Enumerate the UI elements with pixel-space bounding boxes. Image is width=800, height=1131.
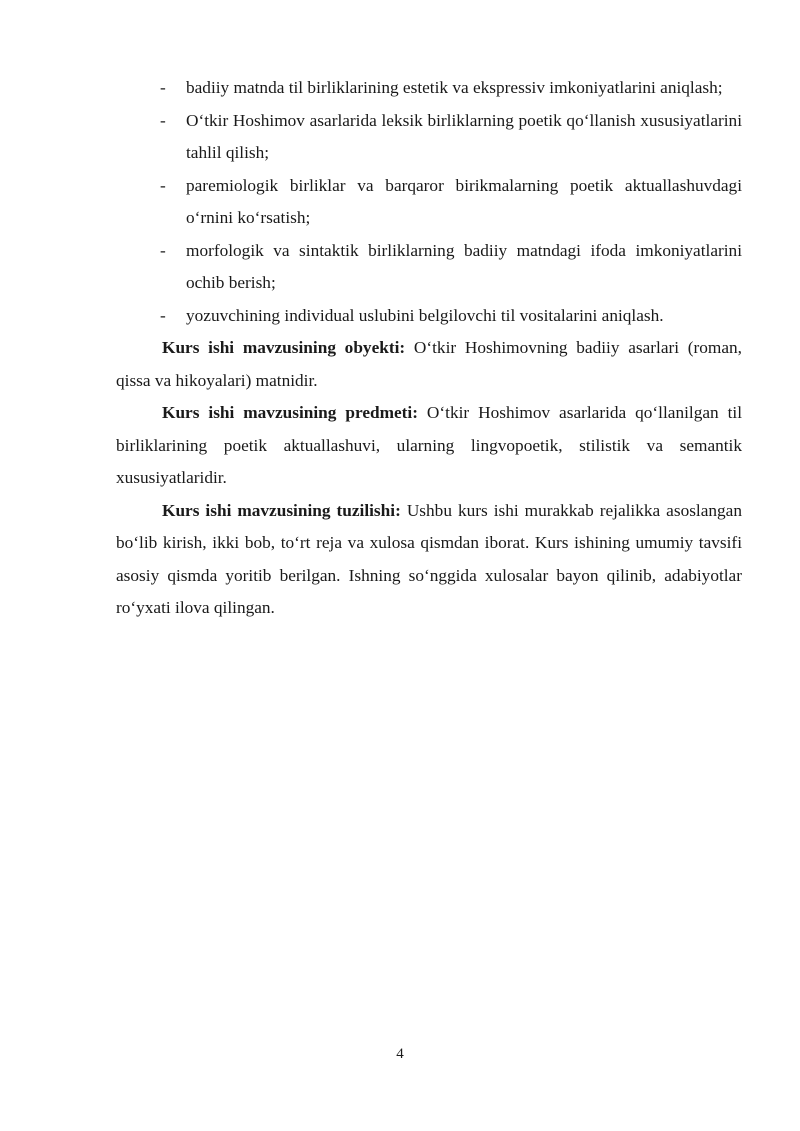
list-dash: - (160, 110, 166, 130)
object-text: O‘tkir Hoshimovning badiiy asarlari (roman, qissa va hikoyalari) matnidir. (116, 338, 742, 390)
list-dash: - (160, 240, 166, 260)
subject-label: Kurs ishi mavzusining predmeti: (162, 403, 418, 422)
subject-text: O‘tkir Hoshimov asarlarida qo‘llanilgan til birliklarining poetik aktuallashuvi, ularning lingvopoetik, stilistik va semantik xususiyatlaridir. (116, 403, 742, 487)
structure-paragraph (116, 495, 742, 625)
list-dash: - (160, 305, 166, 325)
page-number: 4 (396, 1046, 404, 1062)
list-dash: - (160, 175, 166, 195)
list-item (116, 72, 742, 105)
list-item (116, 105, 742, 170)
list-item-text: yozuvchining individual uslubini belgilovchi til vositalarini aniqlash. (186, 305, 664, 325)
list-item-text: badiiy matnda til birliklarining estetik va ekspressiv imkoniyatlarini aniqlash; (186, 78, 723, 97)
structure-text: Ushbu kurs ishi murakkab rejalikka asoslangan bo‘lib kirish, ikki bob, to‘rt reja va xulosa qismdan iborat. Kurs ishining umumiy tavsifi asosiy qismda yoritib berilgan. Ishning so‘nggida xulosalar bayon qilinib, adabiyotlar ro‘yxati ilova qilingan. (116, 500, 742, 617)
list-item-text: O‘tkir Hoshimov asarlarida leksik birliklarning poetik qo‘llanish xususiyatlarini tahlil qilish; (186, 110, 742, 162)
list-item (116, 235, 742, 300)
list-dash: - (160, 78, 166, 97)
list-item-text: paremiologik birliklar va barqaror birikmalarning poetik aktuallashuvdagi o‘rnini ko‘rsatish; (186, 175, 742, 227)
task-list (116, 72, 742, 332)
page-content (116, 72, 742, 625)
subject-paragraph (116, 397, 742, 495)
list-item (116, 300, 742, 333)
object-paragraph (116, 332, 742, 397)
list-item (116, 170, 742, 235)
structure-label: Kurs ishi mavzusining tuzilishi: (162, 500, 401, 520)
list-item-text: morfologik va sintaktik birliklarning badiiy matndagi ifoda imkoniyatlarini ochib berish; (186, 240, 742, 292)
object-label: Kurs ishi mavzusining obyekti: (162, 338, 406, 357)
